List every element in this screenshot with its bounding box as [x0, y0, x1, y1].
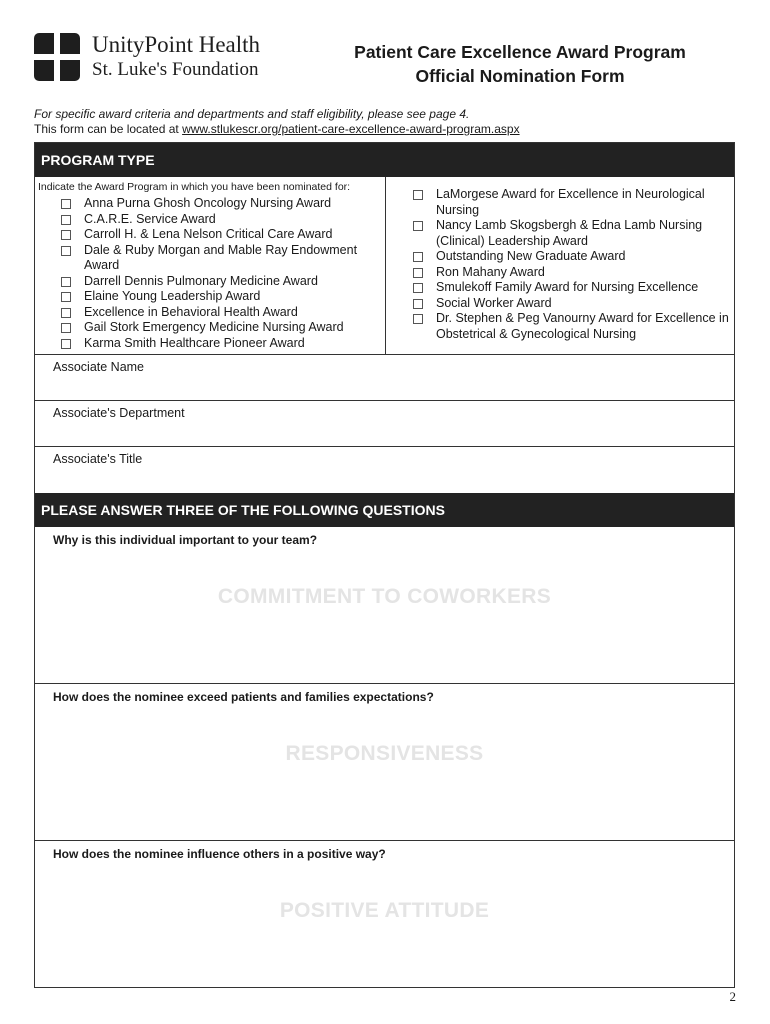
form-url-link[interactable]: www.stlukescr.org/patient-care-excellence-award-program.aspx [182, 122, 520, 136]
award-option[interactable] [61, 227, 385, 243]
associate-name-label: Associate Name [53, 360, 145, 374]
program-type-heading: PROGRAM TYPE [35, 143, 734, 177]
award-option[interactable] [61, 305, 385, 321]
award-label: Ron Mahany Award [436, 264, 545, 279]
checkbox[interactable] [61, 308, 71, 318]
question-1-answer-area[interactable] [35, 527, 734, 684]
criteria-note: For specific award criteria and departments and staff eligibility, please see page 4. [34, 107, 470, 121]
checkbox[interactable] [61, 292, 71, 302]
award-label: Nancy Lamb Skogsbergh & Edna Lamb Nursing (Clinical) Leadership Award [436, 218, 703, 248]
checkbox[interactable] [413, 221, 423, 231]
questions-heading: PLEASE ANSWER THREE OF THE FOLLOWING QUESTIONS [35, 493, 734, 527]
intro-text [34, 107, 520, 137]
checkbox[interactable] [61, 277, 71, 287]
title-line1: Patient Care Excellence Award Program [354, 42, 686, 62]
checkbox[interactable] [61, 230, 71, 240]
question-2-answer-area[interactable] [35, 684, 734, 841]
award-label: Darrell Dennis Pulmonary Medicine Award [84, 273, 318, 288]
location-line [34, 122, 520, 137]
award-label: LaMorgese Award for Excellence in Neurological Nursing [436, 187, 705, 217]
award-option[interactable] [61, 289, 385, 305]
question-1-label: Why is this individual important to your team? [53, 533, 318, 547]
associate-department-field[interactable] [35, 401, 734, 447]
associate-title-field[interactable] [35, 447, 734, 493]
program-type-section [35, 177, 734, 355]
checkbox[interactable] [61, 199, 71, 209]
award-option[interactable] [413, 265, 734, 281]
award-option[interactable] [61, 243, 385, 274]
question-3-label: How does the nominee influence others in a positive way? [53, 847, 386, 861]
question-3-answer-area[interactable] [35, 841, 734, 998]
checkbox[interactable] [61, 339, 71, 349]
award-option[interactable] [61, 196, 385, 212]
award-label: Dr. Stephen & Peg Vanourny Award for Excellence in Obstetrical & Gynecological Nursing [436, 311, 729, 341]
checkbox[interactable] [413, 299, 423, 309]
question-2-label: How does the nominee exceed patients and families expectations? [53, 690, 434, 704]
award-option[interactable] [413, 280, 734, 296]
checkbox[interactable] [413, 190, 423, 200]
award-label: Karma Smith Healthcare Pioneer Award [84, 335, 305, 350]
award-column-left [35, 177, 386, 354]
award-label: Social Worker Award [436, 295, 552, 310]
checkbox[interactable] [413, 283, 423, 293]
logo-line2: St. Luke's Foundation [92, 59, 259, 80]
award-label: Elaine Young Leadership Award [84, 289, 261, 303]
award-label: Outstanding New Graduate Award [436, 249, 626, 263]
award-label: Anna Purna Ghosh Oncology Nursing Award [84, 196, 332, 210]
location-prefix: This form can be located at [34, 122, 179, 136]
question-3-watermark: POSITIVE ATTITUDE [279, 899, 490, 922]
award-option[interactable] [413, 296, 734, 312]
award-label: Carroll H. & Lena Nelson Critical Care Award [84, 227, 333, 241]
form-title [320, 40, 720, 88]
question-2-watermark: RESPONSIVENESS [285, 742, 484, 765]
award-option[interactable] [413, 249, 734, 265]
award-list-left [38, 196, 385, 351]
award-option[interactable] [413, 311, 734, 342]
award-label: Dale & Ruby Morgan and Mable Ray Endowment Award [84, 242, 358, 272]
award-option[interactable] [61, 212, 385, 228]
program-instruction: Indicate the Award Program in which you have been nominated for: [38, 181, 351, 193]
award-list-right [413, 187, 734, 342]
nomination-form [34, 142, 735, 988]
award-option[interactable] [61, 274, 385, 290]
checkbox[interactable] [61, 246, 71, 256]
logo-text [92, 33, 260, 83]
checkbox[interactable] [61, 323, 71, 333]
award-label: Gail Stork Emergency Medicine Nursing Award [84, 320, 344, 334]
award-label: C.A.R.E. Service Award [84, 211, 216, 226]
organization-logo [34, 33, 260, 83]
checkbox[interactable] [413, 314, 423, 324]
checkbox[interactable] [413, 252, 423, 262]
cross-logo-icon [34, 33, 80, 81]
award-label: Excellence in Behavioral Health Award [84, 304, 298, 319]
award-column-right [386, 177, 734, 354]
checkbox[interactable] [413, 268, 423, 278]
question-1-watermark: COMMITMENT TO COWORKERS [217, 585, 552, 608]
associate-name-field[interactable] [35, 355, 734, 401]
checkbox[interactable] [61, 215, 71, 225]
award-option[interactable] [413, 218, 734, 249]
title-line2: Official Nomination Form [415, 66, 625, 86]
award-label: Smulekoff Family Award for Nursing Excellence [436, 280, 699, 294]
award-option[interactable] [61, 320, 385, 336]
page-number: 2 [729, 989, 736, 1004]
logo-line1: UnityPoint Health [92, 32, 261, 57]
award-option[interactable] [61, 336, 385, 352]
award-option[interactable] [413, 187, 734, 218]
associate-title-label: Associate's Title [53, 452, 143, 466]
associate-department-label: Associate's Department [53, 406, 185, 420]
